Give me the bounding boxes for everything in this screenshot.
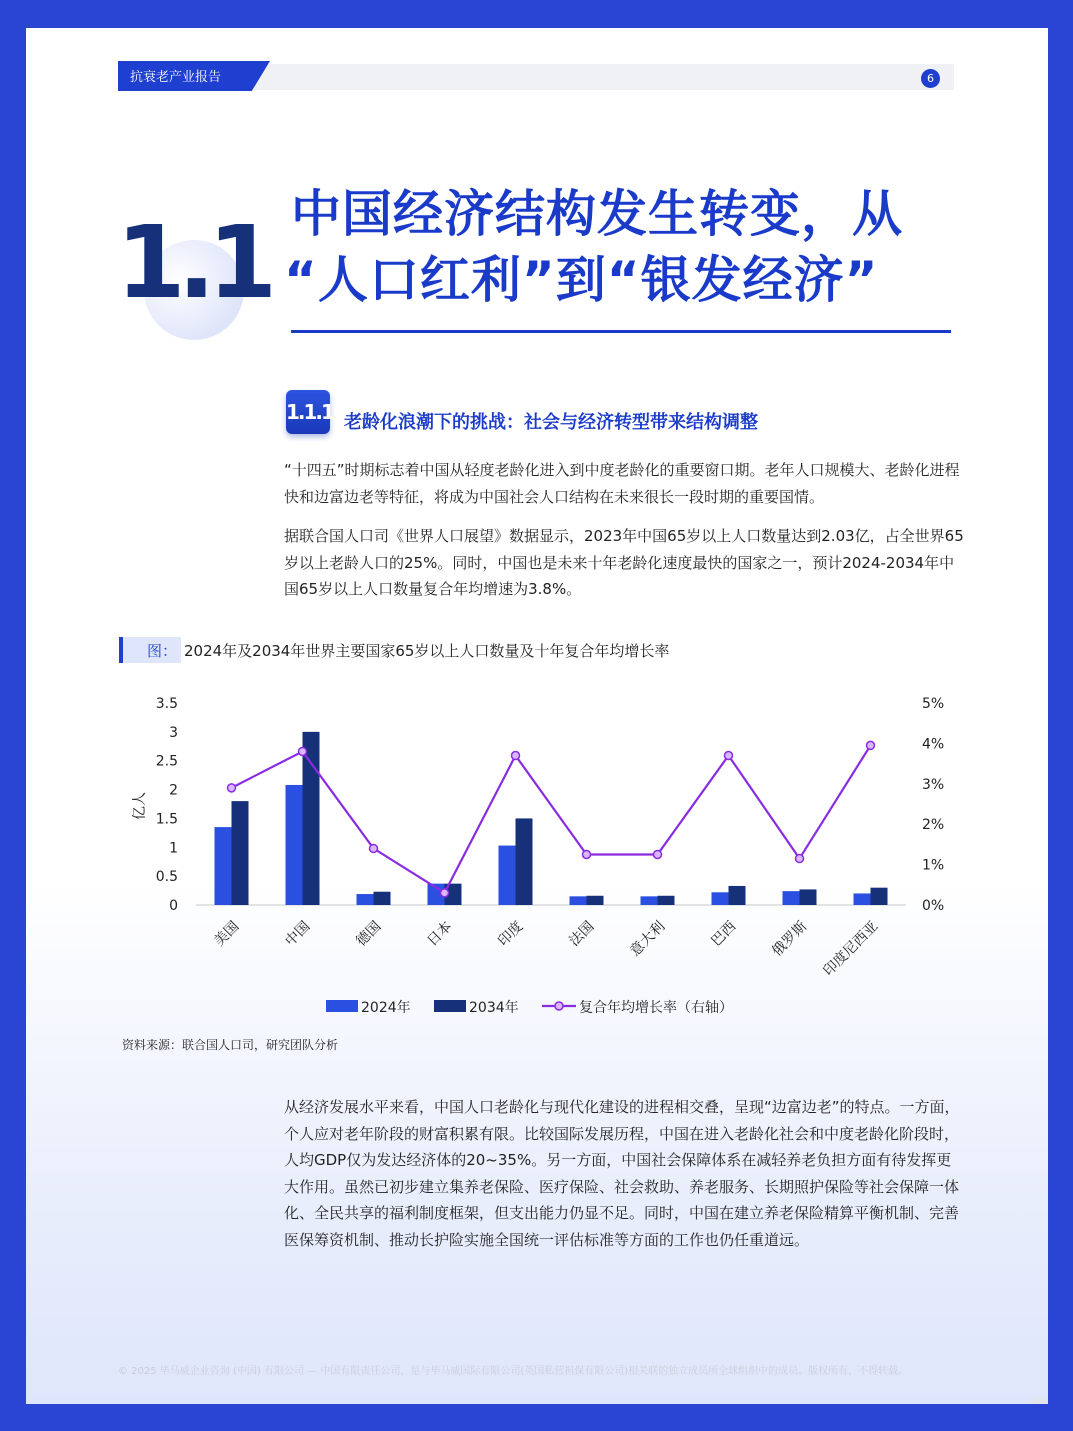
y-tick-label: 1.5 xyxy=(155,811,178,828)
x-tick-label: 法国 xyxy=(566,918,598,950)
paragraph-economy: 从经济发展水平来看，中国人口老龄化与现代化建设的进程相交叠，呈现“边富边老”的特点。一方面，个人应对老年阶段的财富积累有限。比较国际发展历程，中国在进入老龄化社会和中度老龄化阶段时，人均GDP仅为发达经济体的20~35%。另一方面，中国社会保障体系在减轻养老负担方面有待发挥更大作用。虽然已初步建立集养老保险、医疗保险、社会救助、养老服务、长期照护保险等社会保障一体化、全民共享的福利制度框架，但支出能力仍显不足。同时，中国在建立养老保险精算平衡机制、完善医保筹资机制、推动长护险实施全国统一评估标准等方面的工作也仍任重道远。 xyxy=(284,1098,960,1249)
copyright-footer: © 2025 毕马威企业咨询 (中国) 有限公司 — 中国有限责任公司，是与毕马威国际有限公司(英国私营担保有限公司)相关联的独立成员所全球组织中的成员。版权所有，不得转载。 xyxy=(118,1366,909,1377)
x-tick-label: 美国 xyxy=(211,918,243,950)
y-tick-label: 0 xyxy=(169,898,178,914)
subsection-title: 老龄化浪潮下的挑战：社会与经济转型带来结构调整 xyxy=(344,412,758,433)
figure-tag-label: 图： xyxy=(147,642,178,660)
x-tick-label: 巴西 xyxy=(708,918,740,950)
growth-rate-point xyxy=(370,844,378,852)
growth-rate-point xyxy=(725,752,733,760)
legend-label: 2034年 xyxy=(469,1000,519,1016)
legend-label: 复合年均增长率（右轴） xyxy=(579,1000,733,1016)
population-chart xyxy=(116,688,976,1028)
bar-2024 xyxy=(215,827,232,905)
y2-tick-label: 3% xyxy=(922,776,945,793)
bar-2034 xyxy=(587,896,604,905)
paragraph-data: 据联合国人口司《世界人口展望》数据显示，2023年中国65岁以上人口数量达到2.03亿，占全世界65岁以上老龄人口的25%。同时，中国也是未来十年老龄化速度最快的国家之一，预计2024-2034年中国65岁以上人口数量复合年均增速为3.8%。 xyxy=(284,527,964,598)
paragraph-intro: “十四五”时期标志着中国从轻度老龄化进入到中度老龄化的重要窗口期。老年人口规模大、老龄化进程快和边富边老等特征，将成为中国社会人口结构在未来很长一段时期的重要国情。 xyxy=(284,461,960,506)
bar-2034 xyxy=(516,818,533,905)
growth-rate-point xyxy=(654,851,662,859)
legend-label: 2024年 xyxy=(361,1000,411,1016)
legend-swatch xyxy=(434,1000,466,1012)
bar-2024 xyxy=(286,785,303,905)
section-number: 1.1 xyxy=(116,204,270,321)
bar-2024 xyxy=(854,893,871,905)
growth-rate-line xyxy=(232,745,871,892)
x-tick-label: 中国 xyxy=(282,918,314,950)
bar-2034 xyxy=(729,886,746,905)
y2-tick-label: 5% xyxy=(922,696,945,712)
y-tick-label: 2.5 xyxy=(155,753,178,770)
y-tick-label: 3 xyxy=(169,724,178,741)
watermark-badge xyxy=(1026,1398,1048,1404)
growth-rate-point xyxy=(228,784,236,792)
bar-2034 xyxy=(374,892,391,905)
y-tick-label: 1 xyxy=(169,840,178,857)
x-tick-label: 印度 xyxy=(495,918,527,950)
legend-line-marker xyxy=(555,1002,563,1010)
growth-rate-point xyxy=(867,741,875,749)
growth-rate-point xyxy=(299,747,307,755)
bar-2024 xyxy=(712,892,729,905)
subsection-number-badge: 1.1.1 xyxy=(286,390,330,434)
growth-rate-point xyxy=(583,851,591,859)
report-name: 抗衰老产业报告 xyxy=(130,70,222,85)
y-tick-label: 0.5 xyxy=(155,869,178,886)
bar-2034 xyxy=(658,896,675,905)
bar-2034 xyxy=(871,888,888,905)
x-tick-label: 日本 xyxy=(424,918,456,950)
bar-2024 xyxy=(570,896,587,905)
y-tick-label: 2 xyxy=(169,782,178,799)
x-tick-label: 俄罗斯 xyxy=(769,918,811,960)
y2-tick-label: 0% xyxy=(922,898,945,914)
bar-2034 xyxy=(232,801,249,905)
growth-rate-point xyxy=(796,855,804,863)
bar-2024 xyxy=(499,846,516,905)
figure-title: 2024年及2034年世界主要国家65岁以上人口数量及十年复合年均增长率 xyxy=(184,642,670,660)
title-underline xyxy=(291,330,951,333)
y2-tick-label: 2% xyxy=(922,817,945,834)
growth-rate-point xyxy=(512,752,520,760)
growth-rate-point xyxy=(441,889,449,897)
y2-tick-label: 4% xyxy=(922,736,945,753)
y2-tick-label: 1% xyxy=(922,857,945,874)
y-axis-label: 亿人 xyxy=(132,792,148,820)
bar-2034 xyxy=(303,732,320,905)
bar-2024 xyxy=(357,894,374,905)
report-page xyxy=(26,28,1048,1404)
y-tick-label: 3.5 xyxy=(155,696,178,712)
section-title-line2: “人口红利”到“银发经济” xyxy=(284,251,879,309)
x-tick-label: 意大利 xyxy=(627,918,669,960)
bar-2034 xyxy=(800,889,817,905)
bar-2024 xyxy=(783,891,800,905)
section-title-line1: 中国经济结构发生转变，从 xyxy=(291,185,903,243)
x-tick-label: 德国 xyxy=(353,918,385,950)
x-tick-label: 印度尼西亚 xyxy=(820,918,882,980)
bar-2024 xyxy=(641,896,658,905)
legend-swatch xyxy=(326,1000,358,1012)
source-note: 资料来源：联合国人口司，研究团队分析 xyxy=(122,1038,339,1052)
page-number: 6 xyxy=(921,69,940,88)
